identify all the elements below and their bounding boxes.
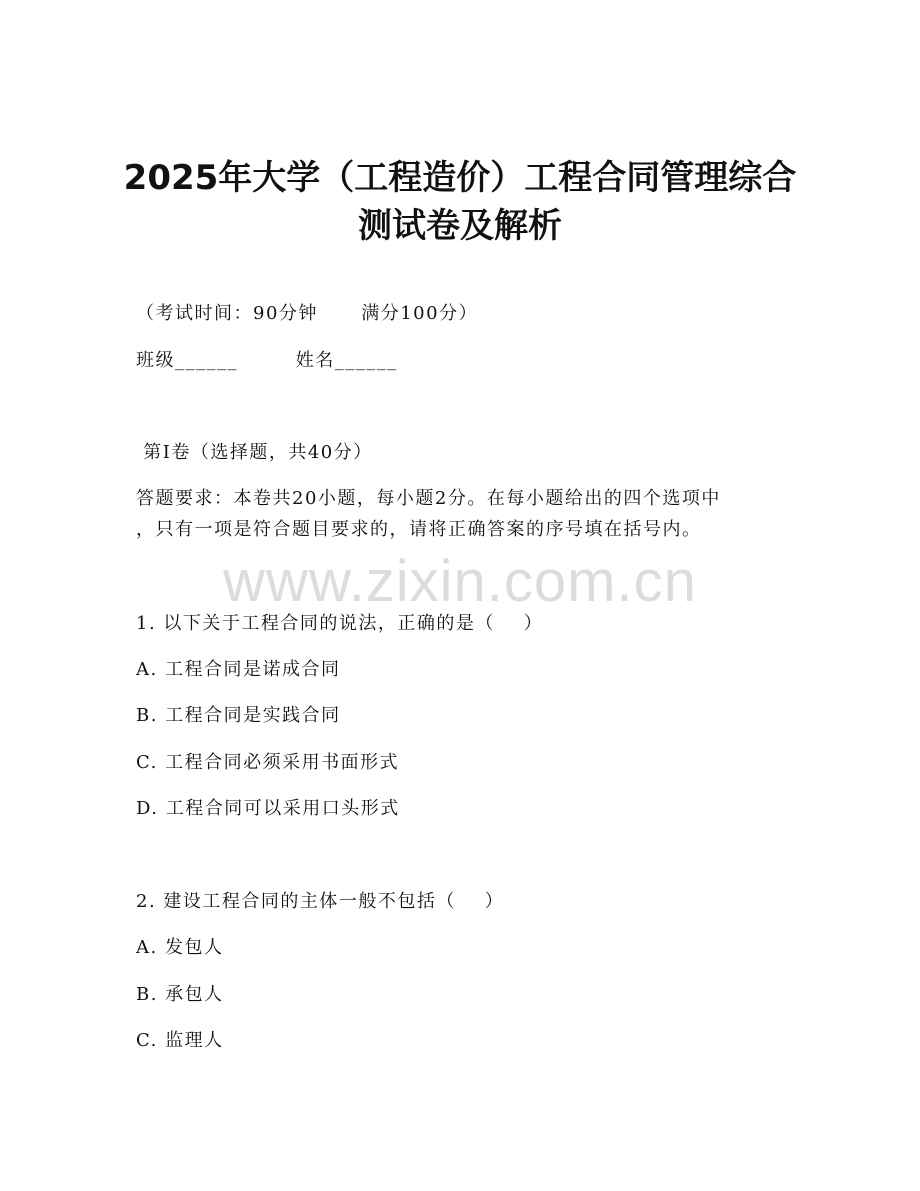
question-1-stem: 1. 以下关于工程合同的说法，正确的是（ ） — [136, 613, 544, 634]
question-2-option-b: B. 承包人 — [136, 984, 224, 1005]
watermark: www.zixin.com.cn — [223, 549, 697, 614]
document-title-line-1: 2025年大学（工程造价）工程合同管理综合 — [123, 158, 797, 198]
document-title-line-2: 测试卷及解析 — [358, 206, 562, 246]
question-2-option-c: C. 监理人 — [136, 1030, 224, 1051]
section-heading: 第I卷（选择题，共40分） — [136, 442, 373, 463]
exam-info: （考试时间：90分钟 满分100分） — [136, 303, 479, 324]
question-1-option-a: A. 工程合同是诺成合同 — [136, 659, 341, 680]
student-fields: 班级______ 姓名______ — [136, 350, 398, 371]
question-1-option-b: B. 工程合同是实践合同 — [136, 705, 341, 726]
question-2-stem: 2. 建设工程合同的主体一般不包括（ ） — [136, 891, 505, 912]
question-1-option-c: C. 工程合同必须采用书面形式 — [136, 752, 400, 773]
question-2-option-a: A. 发包人 — [136, 937, 224, 958]
instructions-line-1: 答题要求：本卷共20小题，每小题2分。在每小题给出的四个选项中 — [136, 488, 721, 509]
instructions-line-2: ，只有一项是符合题目要求的，请将正确答案的序号填在括号内。 — [136, 519, 702, 540]
question-1-option-d: D. 工程合同可以采用口头形式 — [136, 798, 400, 819]
